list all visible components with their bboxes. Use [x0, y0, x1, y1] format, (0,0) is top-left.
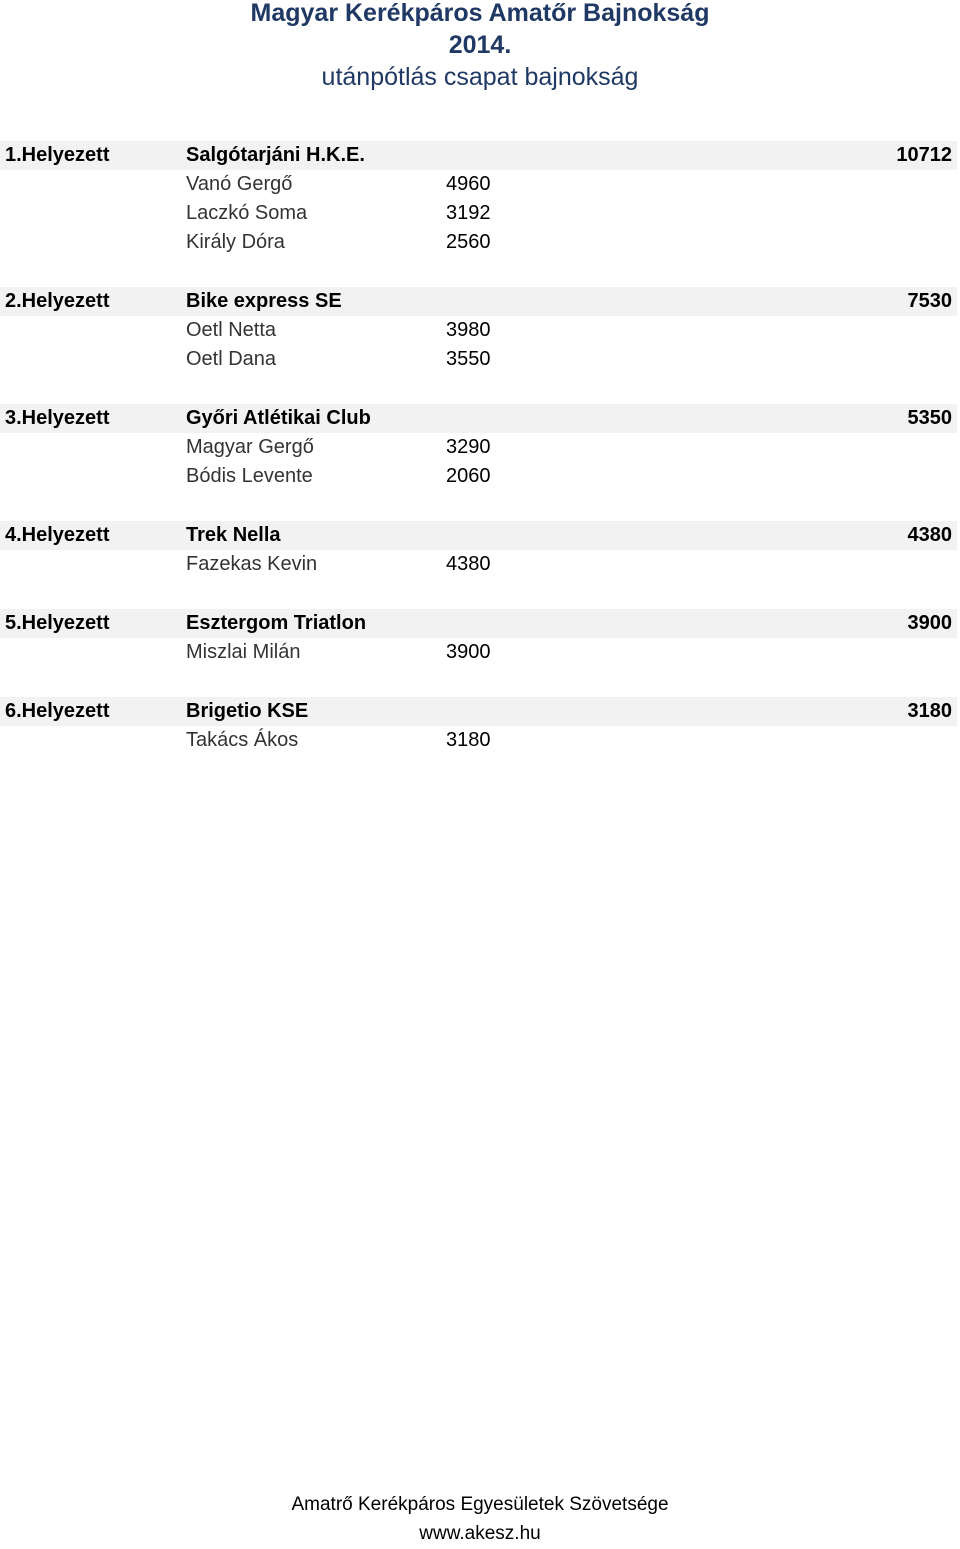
- group-rank: 5.Helyezett: [5, 612, 110, 634]
- member-score: 2560: [446, 231, 491, 253]
- member-row: [0, 199, 957, 228]
- group-club-name: Trek Nella: [186, 524, 281, 546]
- member-row: [0, 462, 957, 491]
- group-header-row: [0, 609, 957, 638]
- member-row: [0, 726, 957, 755]
- page-title: Magyar Kerékpáros Amatőr Bajnokság: [250, 0, 710, 27]
- group-rank: 4.Helyezett: [5, 524, 110, 546]
- member-score: 4380: [446, 553, 491, 575]
- member-score: 4960: [446, 173, 491, 195]
- page-subtitle: utánpótlás csapat bajnokság: [321, 63, 639, 91]
- member-name: Takács Ákos: [186, 729, 299, 751]
- member-score: 3550: [446, 348, 491, 370]
- group-total-score: 4380: [907, 524, 952, 546]
- footer-organization: Amatrő Kerékpáros Egyesületek Szövetsége: [291, 1494, 669, 1515]
- member-name: Oetl Netta: [186, 319, 277, 341]
- group-club-name: Esztergom Triatlon: [186, 612, 367, 634]
- member-name: Bódis Levente: [186, 465, 313, 487]
- group-club-name: Salgótarjáni H.K.E.: [186, 144, 365, 166]
- group-club-name: Brigetio KSE: [186, 700, 309, 722]
- member-score: 3980: [446, 319, 491, 341]
- group-header-row: [0, 521, 957, 550]
- result-group: [0, 609, 957, 667]
- group-club-name: Győri Atlétikai Club: [186, 407, 371, 429]
- group-total-score: 5350: [907, 407, 952, 429]
- member-row: [0, 345, 957, 374]
- member-name: Oetl Dana: [186, 348, 277, 370]
- member-name: Király Dóra: [186, 231, 285, 253]
- page-year: 2014.: [448, 31, 512, 59]
- member-name: Vanó Gergő: [186, 173, 293, 195]
- group-total-score: 3180: [907, 700, 952, 722]
- group-rank: 6.Helyezett: [5, 700, 110, 722]
- document-footer: [0, 1490, 960, 1548]
- member-row: [0, 170, 957, 199]
- member-name: Laczkó Soma: [186, 202, 308, 224]
- result-group: [0, 521, 957, 579]
- result-group: [0, 697, 957, 755]
- group-header-row: [0, 697, 957, 726]
- member-score: 3192: [446, 202, 491, 224]
- group-total-score: 3900: [907, 612, 952, 634]
- member-score: 2060: [446, 465, 491, 487]
- member-row: [0, 228, 957, 257]
- member-name: Magyar Gergő: [186, 436, 314, 458]
- group-total-score: 7530: [907, 290, 952, 312]
- group-club-name: Bike express SE: [186, 290, 342, 312]
- member-row: [0, 316, 957, 345]
- document-header: [0, 0, 960, 93]
- member-row: [0, 433, 957, 462]
- footer-url: www.akesz.hu: [419, 1523, 541, 1544]
- member-row: [0, 638, 957, 667]
- group-header-row: [0, 404, 957, 433]
- group-rank: 1.Helyezett: [5, 144, 110, 166]
- member-name: Fazekas Kevin: [186, 553, 318, 575]
- results-list: [0, 141, 957, 785]
- group-header-row: [0, 141, 957, 170]
- group-rank: 2.Helyezett: [5, 290, 110, 312]
- member-row: [0, 550, 957, 579]
- group-header-row: [0, 287, 957, 316]
- result-group: [0, 287, 957, 374]
- member-score: 3180: [446, 729, 491, 751]
- group-rank: 3.Helyezett: [5, 407, 110, 429]
- group-total-score: 10712: [896, 144, 952, 166]
- result-group: [0, 141, 957, 257]
- member-score: 3900: [446, 641, 491, 663]
- member-name: Miszlai Milán: [186, 641, 301, 663]
- result-group: [0, 404, 957, 491]
- member-score: 3290: [446, 436, 491, 458]
